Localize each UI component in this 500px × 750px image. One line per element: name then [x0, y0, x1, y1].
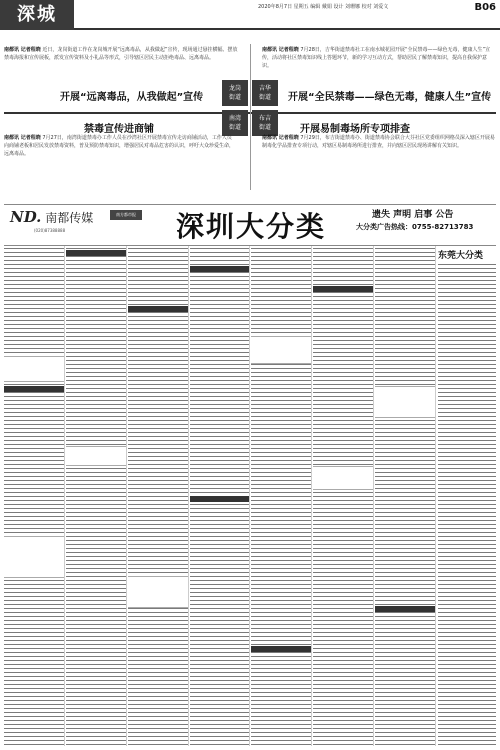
headline-longgang: 开展“远离毒品，从我做起”宣传	[60, 92, 204, 103]
article-body: 7月28日，吉华街道禁毒社工在南水城花园开展“全民禁毒——绿色无毒，健康人生”宣传，活动将社区禁毒知识线上答题环节，新的学习互动方式，帮助居民了解禁毒知识，提高自我保护意识。	[262, 47, 491, 69]
header-rule	[74, 28, 500, 30]
news-article-buji	[262, 134, 496, 190]
article-byline: 南都讯 记者程晓	[262, 47, 299, 53]
hotline-number: (020)87388888	[34, 228, 66, 233]
headline-nanwan: 禁毒宣传进商铺	[84, 124, 154, 135]
headline-jihua: 开展“全民禁毒——绿色无毒，健康人生”宣传	[288, 92, 492, 103]
classified-column	[4, 246, 65, 746]
article-body: 近日，龙岗街道工作在龙岗城开展“远离毒品，从我做起”宣传，现场通过悬挂横幅、摆放禁毒海报和宣传展板，派发宣传资料及小礼品等形式，引导辖区居民主动拒绝毒品、远离毒品。	[4, 47, 238, 61]
news-article-nanwan	[4, 134, 236, 190]
headline-buji: 开展易制毒场所专项排查	[300, 124, 410, 135]
article-byline: 南都讯 记者程晓	[4, 47, 41, 53]
classified-title: 深圳大分类	[176, 210, 327, 243]
classified-column	[313, 246, 374, 746]
badge-buji: 布吉 街道	[252, 110, 278, 136]
article-byline: 南都讯 记者程晓	[4, 135, 41, 141]
classified-columns	[4, 246, 436, 746]
classified-column	[128, 246, 189, 746]
dongguan-section-title: 东莞大分类	[438, 251, 484, 261]
classified-column	[251, 246, 312, 746]
issue-meta: 2020年8月7日 星期五 编辑 戴娟 设计 刘珊娜 校对 刘爱文	[258, 4, 389, 10]
classified-column	[190, 246, 251, 746]
classified-column	[375, 246, 436, 746]
column-divider	[250, 44, 251, 190]
nandu-logo: ND. 南都传媒	[10, 208, 94, 226]
classified-phone: 大分类广告热线：0755-82713783	[356, 223, 474, 231]
news-article-longgang	[4, 46, 240, 84]
newspaper-badge: 南方都市报	[110, 210, 142, 220]
article-body: 7月27日，南湾街道禁毒办工作人员在沙湾社区开展禁毒宣传走访商铺活动，工作人员向商铺老板和居民发放禁毒资料，普及预防禁毒知识，增强居民对毒品危害的认识，呼吁大众珍爱生命，远离毒品。	[4, 135, 235, 157]
badge-longgang: 龙岗 街道	[222, 80, 248, 106]
section-title: 深城	[0, 0, 74, 30]
classified-subtitle: 遗失 声明 启事 公告	[372, 210, 454, 220]
news-article-jihua	[262, 46, 496, 84]
article-body: 7月29日，布吉街道禁毒办、街道禁毒协会联合大芬社区党委组织网格员深入辖区开展易制毒化学品排查专项行动，对辖区易制毒场所进行排查，并向辖区居民现场讲解有关知识。	[262, 135, 495, 149]
classified-column	[66, 246, 127, 746]
dongguan-column	[438, 262, 496, 746]
article-byline: 南都讯 记者程晓	[262, 135, 299, 141]
badge-jihua: 吉华 街道	[252, 80, 278, 106]
page-number: B06	[474, 2, 496, 13]
nd-logo-icon: ND.	[10, 208, 42, 226]
badge-nanwan: 南湾 街道	[222, 110, 248, 136]
